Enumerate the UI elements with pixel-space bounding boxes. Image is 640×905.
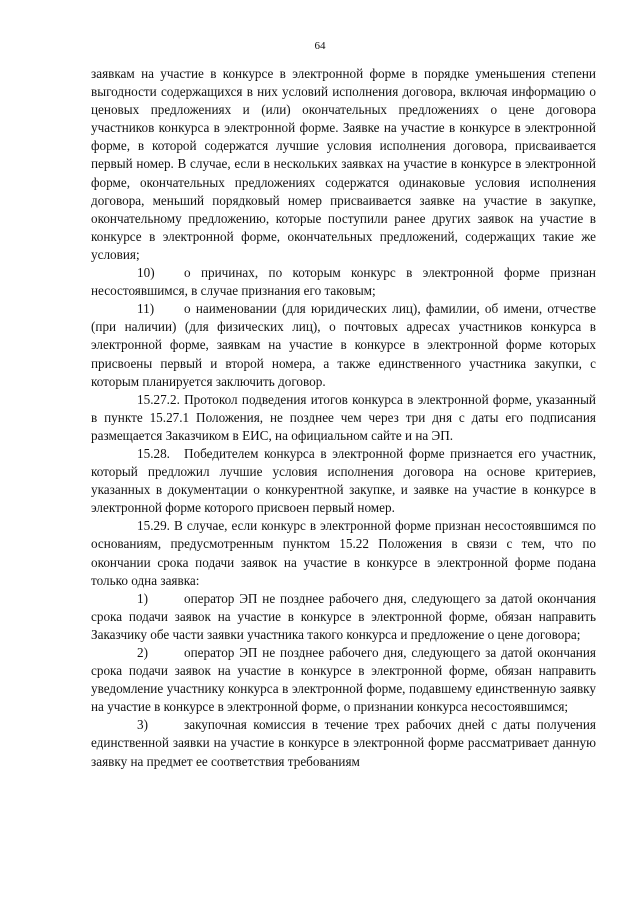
paragraph-15-28 bbox=[91, 445, 596, 517]
item-number: 15.28. bbox=[137, 445, 170, 461]
paragraph-continuation: заявкам на участие в конкурсе в электронной форме в порядке уменьшения степени выгодности содержащихся в них условий исполнения договора, включая информацию о ценовых предложениях и (или) окончательных предложениях о цене договора участников конкурса в электронной форме. Заявке на участие в конкурсе в электронной форме, в которой содержатся лучшие условия исполнения договора, присваивается первый номер. В случае, если в нескольких заявках на участие в конкурсе в электронной форме, окончательных предложениях содержатся одинаковые условия исполнения договора, меньший порядковый номер присваивается заявке на участие в закупке, окончательному предложению, которые поступили ранее других заявок на участие в конкурсе в электронной форме, окончательных предложений, содержащих такие же условия; bbox=[91, 66, 596, 262]
paragraph-text: оператор ЭП не позднее рабочего дня, следующего за датой окончания срока подачи заявок на участие в конкурсе в электронной форме, обязан направить Заказчику обе части заявки участника такого конкурса и предложение о цене договора; bbox=[91, 590, 596, 642]
item-number: 15.29. bbox=[137, 518, 170, 534]
item-number: 1) bbox=[137, 590, 148, 606]
paragraph-text: о наименовании (для юридических лиц), фамилии, об имени, отчестве (при наличии) (для физических лиц), о почтовых адресах участников конкурса в электронной форме, заявкам на участие в конкурсе в электронной форме которых присвоены первый и второй номера, а также единственного участника закупки, с которым планируется заключить договор. bbox=[91, 301, 596, 389]
paragraph-text: закупочная комиссия в течение трех рабочих дней с даты получения единственной заявки на участие в конкурсе в электронной форме рассматривает данную заявку на предмет ее соответствия требованиям bbox=[91, 717, 596, 769]
paragraph-15-27-2: 15.27.2. Протокол подведения итогов конкурса в электронной форме, указанный в пункте 15.27.1 Положения, не позднее чем через три дня с даты его подписания размещается Заказчиком в ЕИС, на официальном сайте и на ЭП. bbox=[91, 391, 596, 443]
item-number: 10) bbox=[137, 265, 155, 281]
document-body bbox=[91, 65, 596, 771]
page-number: 64 bbox=[314, 40, 326, 52]
subitem-3 bbox=[91, 716, 596, 770]
subitem-2 bbox=[91, 644, 596, 716]
paragraph-item-11 bbox=[91, 300, 596, 390]
item-number: 2) bbox=[137, 645, 148, 660]
item-number: 11) bbox=[137, 301, 155, 317]
item-number: 3) bbox=[137, 717, 148, 733]
paragraph-text: оператор ЭП не позднее рабочего дня, следующего за датой окончания срока подачи заявок на участие в конкурсе в электронной форме, обязан направить уведомление участнику конкурса в электронной форме, подавшему единственную заявку на участие в конкурсе в электронной форме, о признании конкурса несостоявшимся; bbox=[91, 645, 596, 715]
subitem-1 bbox=[91, 590, 596, 644]
paragraph-text: о причинах, по которым конкурс в электронной форме признан несостоявшимся, в случае признания его таковым; bbox=[91, 265, 596, 299]
paragraph-15-29 bbox=[91, 517, 596, 589]
paragraph-text: Победителем конкурса в электронной форме признается его участник, который предложил лучшие условия исполнения договора на основе критериев, указанных в документации о конкурентной закупке, и заявке на участие в конкурсе в электронной форме которого присвоен первый номер. bbox=[91, 445, 596, 516]
paragraph-item-10 bbox=[91, 264, 596, 300]
paragraph-text: В случае, если конкурс в электронной форме признан несостоявшимся по основаниям, предусмотренным пунктом 15.22 Положения в связи с тем, что по окончании срока подачи заявок на участие в конкурсе в электронной форме подана только одна заявка: bbox=[91, 518, 596, 588]
